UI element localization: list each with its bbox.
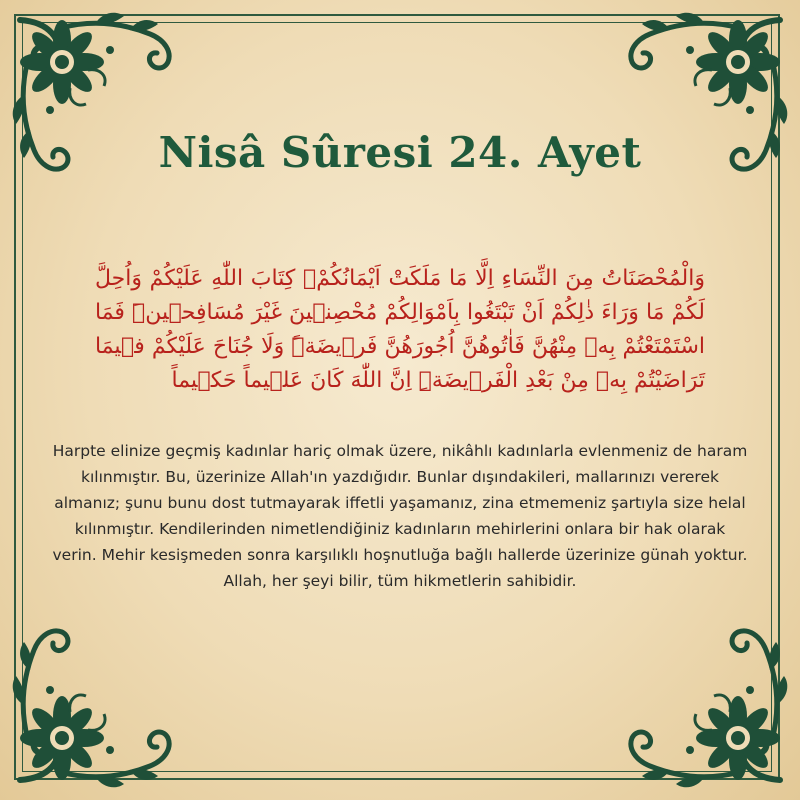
floral-corner-ornament-icon xyxy=(0,600,200,800)
turkish-translation-text: Harpte elinize geçmiş kadınlar hariç olmak üzere, nikâhlı kadınlarla evlenmeniz de haram kılınmıştır. Bu, üzerinize Allah'ın yazdığıdır. Bunlar dışındakileri, mallarınızı vererek almanız; şunu bunu dost tutmayarak iffetli yaşamanız, zina etmemeniz şartıyla size helal kılınmıştır. Kendilerinden nimetlendiğiniz kadınların mehirlerini onlara bir hak olarak verin. Mehir kesişmeden sonra karşılıklı hoşnutluğa bağlı hallerde üzerinize günah yoktur. Allah, her şeyi bilir, tüm hikmetlerin sahibidir. xyxy=(52,442,748,590)
page-title: Nisâ Sûresi 24. Ayet xyxy=(158,128,642,177)
floral-corner-ornament-icon xyxy=(600,600,800,800)
arabic-verse-text: وَالْمُحْصَنَاتُ مِنَ النِّسَاءِ اِلَّا مَا مَلَكَتْ اَيْمَانُكُمْۚ كِتَابَ اللّٰهِ عَلَيْكُمْ وَاُحِلَّ لَكُمْ مَا وَرَاءَ ذٰلِكُمْ اَنْ تَبْتَغُوا بِاَمْوَالِكُمْ مُحْصِن۪ينَ غَيْرَ مُسَافِح۪ينَۜ فَمَا اسْتَمْتَعْتُمْ بِه۪ مِنْهُنَّ فَاٰتُوهُنَّ اُجُورَهُنَّ فَر۪يضَةًۜ وَلَا جُنَاحَ عَلَيْكُمْ ف۪يمَا تَرَاضَيْتُمْ بِه۪ مِنْ بَعْدِ الْفَر۪يضَةِۜ اِنَّ اللّٰهَ كَانَ عَل۪يماً حَك۪يماً xyxy=(95,266,705,393)
